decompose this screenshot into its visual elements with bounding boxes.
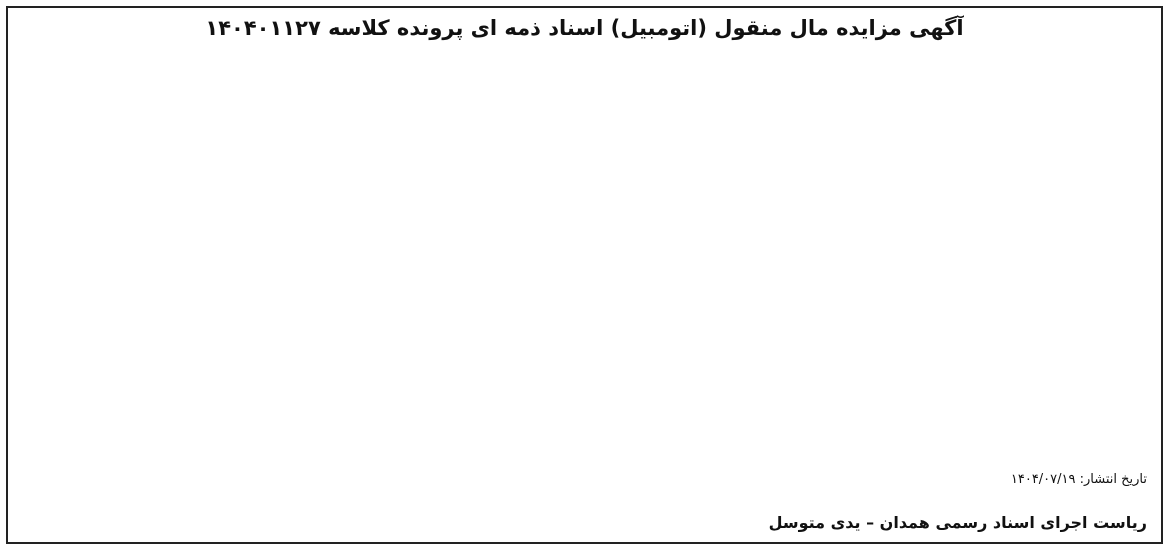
notice-title: آگهی مزایده مال منقول (اتومبیل) اسناد ذمه ای پرونده کلاسه ۱۴۰۴۰۱۱۲۷ bbox=[205, 16, 964, 40]
auction-notice bbox=[6, 6, 1163, 544]
signature-line: ریاست اجرای اسناد رسمی همدان – یدی متوسل bbox=[768, 513, 1147, 532]
publication-date: تاریخ انتشار: ۱۴۰۴/۰۷/۱۹ bbox=[1010, 472, 1147, 487]
notice-body bbox=[22, 50, 1147, 470]
